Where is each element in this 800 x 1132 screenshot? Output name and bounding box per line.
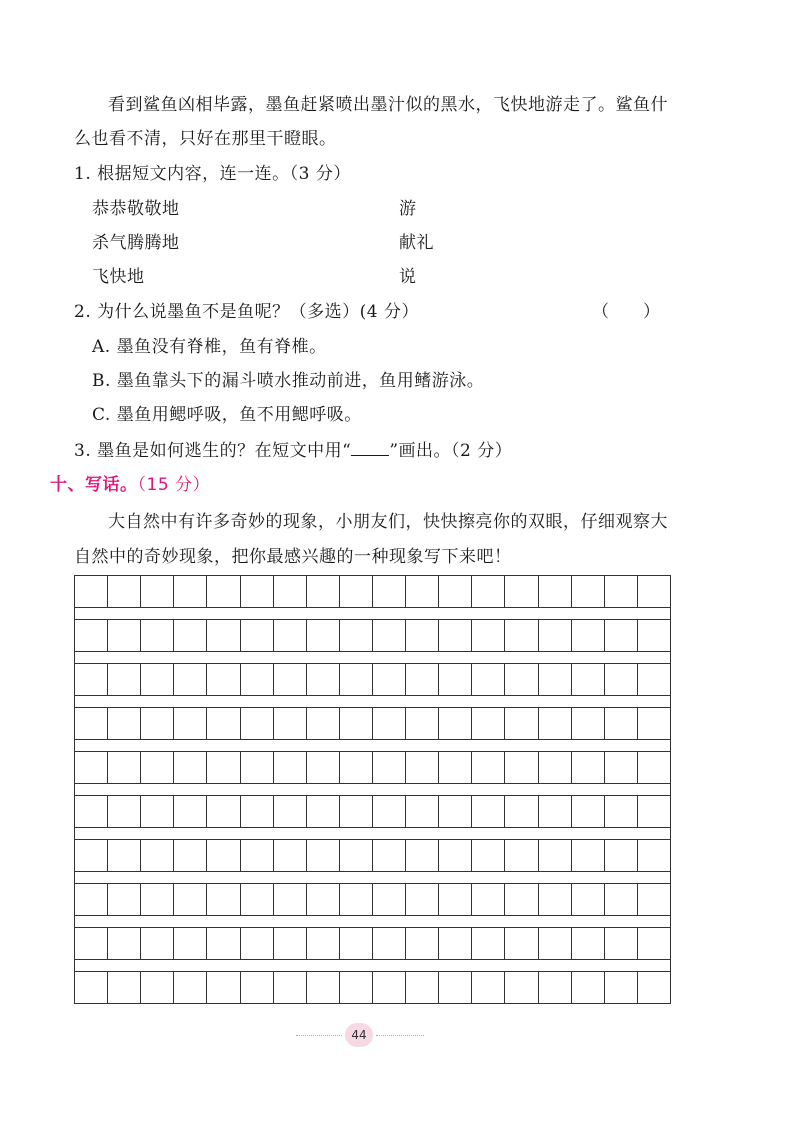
grid-cell[interactable]	[472, 752, 505, 783]
grid-cell[interactable]	[638, 928, 670, 959]
grid-cell[interactable]	[307, 620, 340, 651]
grid-cell[interactable]	[141, 576, 174, 607]
grid-row[interactable]	[74, 751, 671, 784]
grid-cell[interactable]	[439, 664, 472, 695]
grid-cell[interactable]	[605, 576, 638, 607]
grid-cell[interactable]	[75, 576, 108, 607]
grid-cell[interactable]	[241, 840, 274, 871]
grid-cell[interactable]	[373, 884, 406, 915]
grid-cell[interactable]	[75, 840, 108, 871]
grid-cell[interactable]	[307, 840, 340, 871]
grid-cell[interactable]	[406, 708, 439, 739]
grid-cell[interactable]	[605, 884, 638, 915]
grid-cell[interactable]	[207, 752, 240, 783]
grid-cell[interactable]	[207, 664, 240, 695]
grid-row-gap	[74, 696, 671, 707]
option-a[interactable]: A. 墨鱼没有脊椎，鱼有脊椎。	[92, 337, 327, 357]
grid-cell[interactable]	[638, 840, 670, 871]
grid-cell[interactable]	[141, 752, 174, 783]
grid-cell[interactable]	[638, 752, 670, 783]
grid-cell[interactable]	[439, 840, 472, 871]
grid-cell[interactable]	[141, 620, 174, 651]
grid-cell[interactable]	[174, 796, 207, 827]
grid-cell[interactable]	[340, 708, 373, 739]
grid-row-gap	[74, 740, 671, 751]
grid-cell[interactable]	[108, 664, 141, 695]
grid-cell[interactable]	[373, 928, 406, 959]
grid-cell[interactable]	[307, 752, 340, 783]
grid-cell[interactable]	[241, 752, 274, 783]
grid-cell[interactable]	[572, 840, 605, 871]
grid-cell[interactable]	[472, 840, 505, 871]
grid-cell[interactable]	[439, 796, 472, 827]
grid-cell[interactable]	[539, 752, 572, 783]
grid-cell[interactable]	[539, 972, 572, 1003]
grid-cell[interactable]	[406, 972, 439, 1003]
grid-cell[interactable]	[108, 884, 141, 915]
grid-cell[interactable]	[539, 576, 572, 607]
grid-row-gap	[74, 828, 671, 839]
match-right-1[interactable]: 游	[399, 199, 417, 219]
grid-cell[interactable]	[241, 972, 274, 1003]
grid-cell[interactable]	[572, 752, 605, 783]
grid-row[interactable]	[74, 663, 671, 696]
grid-cell[interactable]	[141, 884, 174, 915]
underline-blank	[351, 441, 389, 456]
grid-cell[interactable]	[241, 884, 274, 915]
grid-cell[interactable]	[340, 664, 373, 695]
grid-cell[interactable]	[406, 576, 439, 607]
question-1-prompt: 1. 根据短文内容，连一连。（3 分）	[74, 164, 351, 184]
grid-cell[interactable]	[340, 972, 373, 1003]
grid-cell[interactable]	[307, 576, 340, 607]
grid-cell[interactable]	[539, 884, 572, 915]
grid-cell[interactable]	[75, 620, 108, 651]
grid-cell[interactable]	[572, 884, 605, 915]
grid-cell[interactable]	[141, 664, 174, 695]
grid-cell[interactable]	[307, 708, 340, 739]
grid-cell[interactable]	[406, 928, 439, 959]
grid-cell[interactable]	[174, 664, 207, 695]
grid-cell[interactable]	[174, 752, 207, 783]
grid-cell[interactable]	[108, 840, 141, 871]
grid-cell[interactable]	[406, 752, 439, 783]
grid-cell[interactable]	[108, 708, 141, 739]
grid-cell[interactable]	[406, 884, 439, 915]
section-10-title: 十、写话。	[50, 475, 138, 495]
match-right-2[interactable]: 献礼	[399, 233, 434, 253]
grid-cell[interactable]	[638, 972, 670, 1003]
grid-cell[interactable]	[539, 840, 572, 871]
grid-cell[interactable]	[75, 664, 108, 695]
grid-cell[interactable]	[505, 928, 538, 959]
grid-cell[interactable]	[505, 708, 538, 739]
grid-cell[interactable]	[141, 796, 174, 827]
question-3-prompt-after: ”画出。（2 分）	[389, 441, 513, 461]
grid-cell[interactable]	[241, 576, 274, 607]
grid-row-gap	[74, 916, 671, 927]
grid-cell[interactable]	[638, 884, 670, 915]
grid-cell[interactable]	[539, 708, 572, 739]
grid-cell[interactable]	[572, 664, 605, 695]
grid-cell[interactable]	[174, 576, 207, 607]
grid-cell[interactable]	[472, 664, 505, 695]
grid-cell[interactable]	[274, 664, 307, 695]
grid-cell[interactable]	[75, 708, 108, 739]
grid-cell[interactable]	[572, 708, 605, 739]
grid-cell[interactable]	[241, 796, 274, 827]
grid-cell[interactable]	[638, 796, 670, 827]
grid-row[interactable]	[74, 575, 671, 608]
grid-cell[interactable]	[207, 972, 240, 1003]
grid-cell[interactable]	[340, 620, 373, 651]
grid-cell[interactable]	[207, 884, 240, 915]
grid-cell[interactable]	[274, 708, 307, 739]
grid-cell[interactable]	[340, 796, 373, 827]
grid-cell[interactable]	[572, 928, 605, 959]
grid-cell[interactable]	[638, 664, 670, 695]
grid-cell[interactable]	[274, 796, 307, 827]
grid-cell[interactable]	[439, 972, 472, 1003]
grid-cell[interactable]	[307, 796, 340, 827]
grid-cell[interactable]	[406, 796, 439, 827]
footer-divider-left	[296, 1035, 342, 1036]
grid-cell[interactable]	[307, 972, 340, 1003]
grid-cell[interactable]	[373, 972, 406, 1003]
grid-cell[interactable]	[572, 576, 605, 607]
grid-row[interactable]	[74, 707, 671, 740]
grid-cell[interactable]	[274, 576, 307, 607]
option-b[interactable]: B. 墨鱼靠头下的漏斗喷水推动前进，鱼用鳍游泳。	[92, 371, 485, 391]
grid-cell[interactable]	[108, 752, 141, 783]
grid-cell[interactable]	[141, 708, 174, 739]
grid-cell[interactable]	[505, 796, 538, 827]
grid-cell[interactable]	[307, 664, 340, 695]
grid-cell[interactable]	[274, 884, 307, 915]
grid-cell[interactable]	[439, 576, 472, 607]
grid-row[interactable]	[74, 795, 671, 828]
grid-cell[interactable]	[439, 928, 472, 959]
grid-cell[interactable]	[605, 708, 638, 739]
grid-cell[interactable]	[207, 708, 240, 739]
grid-cell[interactable]	[174, 972, 207, 1003]
grid-cell[interactable]	[241, 664, 274, 695]
grid-cell[interactable]	[340, 928, 373, 959]
grid-cell[interactable]	[539, 928, 572, 959]
section-10-heading	[50, 470, 210, 495]
grid-cell[interactable]	[241, 928, 274, 959]
grid-cell[interactable]	[373, 576, 406, 607]
grid-cell[interactable]	[472, 796, 505, 827]
grid-cell[interactable]	[472, 620, 505, 651]
grid-cell[interactable]	[439, 620, 472, 651]
grid-cell[interactable]	[406, 664, 439, 695]
grid-cell[interactable]	[572, 620, 605, 651]
grid-cell[interactable]	[373, 620, 406, 651]
grid-cell[interactable]	[207, 928, 240, 959]
grid-cell[interactable]	[539, 620, 572, 651]
grid-cell[interactable]	[75, 796, 108, 827]
match-left-3[interactable]: 飞快地	[92, 267, 145, 287]
grid-cell[interactable]	[108, 796, 141, 827]
grid-cell[interactable]	[605, 752, 638, 783]
grid-cell[interactable]	[141, 840, 174, 871]
section-10-instruction-2: 自然中的奇妙现象，把你最感兴趣的一种现象写下来吧！	[74, 547, 512, 567]
grid-cell[interactable]	[108, 972, 141, 1003]
grid-cell[interactable]	[472, 708, 505, 739]
grid-cell[interactable]	[141, 972, 174, 1003]
grid-cell[interactable]	[439, 752, 472, 783]
grid-cell[interactable]	[505, 576, 538, 607]
grid-cell[interactable]	[373, 664, 406, 695]
grid-cell[interactable]	[340, 884, 373, 915]
passage-line-1: 看到鲨鱼凶相毕露，墨鱼赶紧喷出墨汁似的黑水，飞快地游走了。鲨鱼什	[108, 95, 668, 115]
grid-row-gap	[74, 784, 671, 795]
grid-row[interactable]	[74, 883, 671, 916]
grid-cell[interactable]	[605, 972, 638, 1003]
grid-cell[interactable]	[340, 752, 373, 783]
grid-cell[interactable]	[108, 928, 141, 959]
grid-cell[interactable]	[241, 620, 274, 651]
grid-cell[interactable]	[174, 620, 207, 651]
grid-cell[interactable]	[505, 620, 538, 651]
grid-cell[interactable]	[572, 972, 605, 1003]
question-2-prompt: 2. 为什么说墨鱼不是鱼呢？（多选）(4 分）	[74, 302, 419, 322]
answer-paren[interactable]: （ ）	[592, 302, 660, 322]
grid-cell[interactable]	[340, 576, 373, 607]
footer-divider-right	[376, 1035, 424, 1036]
grid-cell[interactable]	[207, 620, 240, 651]
grid-cell[interactable]	[307, 928, 340, 959]
grid-cell[interactable]	[472, 972, 505, 1003]
grid-cell[interactable]	[605, 928, 638, 959]
grid-cell[interactable]	[572, 796, 605, 827]
grid-cell[interactable]	[174, 928, 207, 959]
grid-cell[interactable]	[174, 840, 207, 871]
grid-cell[interactable]	[439, 708, 472, 739]
option-c[interactable]: C. 墨鱼用鳃呼吸，鱼不用鳃呼吸。	[92, 405, 362, 425]
grid-cell[interactable]	[274, 840, 307, 871]
page-number: 44	[345, 1023, 373, 1047]
grid-cell[interactable]	[241, 708, 274, 739]
grid-cell[interactable]	[505, 972, 538, 1003]
grid-row-gap	[74, 960, 671, 971]
grid-cell[interactable]	[373, 708, 406, 739]
grid-cell[interactable]	[307, 884, 340, 915]
grid-cell[interactable]	[638, 708, 670, 739]
grid-cell[interactable]	[406, 620, 439, 651]
grid-cell[interactable]	[439, 884, 472, 915]
grid-cell[interactable]	[605, 664, 638, 695]
grid-cell[interactable]	[539, 664, 572, 695]
question-3-prompt	[74, 436, 512, 461]
grid-cell[interactable]	[373, 840, 406, 871]
grid-cell[interactable]	[174, 884, 207, 915]
grid-cell[interactable]	[406, 840, 439, 871]
section-10-score: （15 分）	[137, 475, 211, 495]
grid-cell[interactable]	[638, 620, 670, 651]
passage-line-2: 么也看不清，只好在那里干瞪眼。	[74, 129, 337, 149]
grid-cell[interactable]	[174, 708, 207, 739]
match-left-1[interactable]: 恭恭敬敬地	[92, 199, 180, 219]
grid-cell[interactable]	[141, 928, 174, 959]
match-right-3[interactable]: 说	[399, 267, 417, 287]
grid-row-gap	[74, 872, 671, 883]
grid-cell[interactable]	[605, 796, 638, 827]
grid-cell[interactable]	[274, 620, 307, 651]
grid-cell[interactable]	[75, 752, 108, 783]
grid-row[interactable]	[74, 971, 671, 1004]
grid-cell[interactable]	[505, 664, 538, 695]
grid-cell[interactable]	[108, 620, 141, 651]
question-3-prompt-before: 3. 墨鱼是如何逃生的？在短文中用“	[74, 441, 352, 461]
grid-cell[interactable]	[472, 884, 505, 915]
grid-cell[interactable]	[373, 752, 406, 783]
grid-row[interactable]	[74, 927, 671, 960]
grid-cell[interactable]	[605, 840, 638, 871]
grid-cell[interactable]	[472, 928, 505, 959]
grid-cell[interactable]	[373, 796, 406, 827]
grid-cell[interactable]	[207, 840, 240, 871]
grid-cell[interactable]	[505, 752, 538, 783]
grid-cell[interactable]	[605, 620, 638, 651]
grid-cell[interactable]	[340, 840, 373, 871]
grid-row[interactable]	[74, 619, 671, 652]
grid-cell[interactable]	[75, 972, 108, 1003]
match-left-2[interactable]: 杀气腾腾地	[92, 233, 180, 253]
grid-cell[interactable]	[505, 884, 538, 915]
grid-cell[interactable]	[75, 884, 108, 915]
grid-cell[interactable]	[75, 928, 108, 959]
grid-cell[interactable]	[274, 972, 307, 1003]
section-10-instruction-1: 大自然中有许多奇妙的现象，小朋友们，快快擦亮你的双眼，仔细观察大	[108, 512, 668, 532]
grid-cell[interactable]	[274, 752, 307, 783]
grid-cell[interactable]	[207, 796, 240, 827]
grid-cell[interactable]	[638, 576, 670, 607]
grid-cell[interactable]	[472, 576, 505, 607]
grid-cell[interactable]	[505, 840, 538, 871]
grid-row-gap	[74, 608, 671, 619]
grid-row-gap	[74, 652, 671, 663]
grid-cell[interactable]	[539, 796, 572, 827]
grid-cell[interactable]	[108, 576, 141, 607]
grid-cell[interactable]	[274, 928, 307, 959]
grid-row[interactable]	[74, 839, 671, 872]
grid-cell[interactable]	[207, 576, 240, 607]
